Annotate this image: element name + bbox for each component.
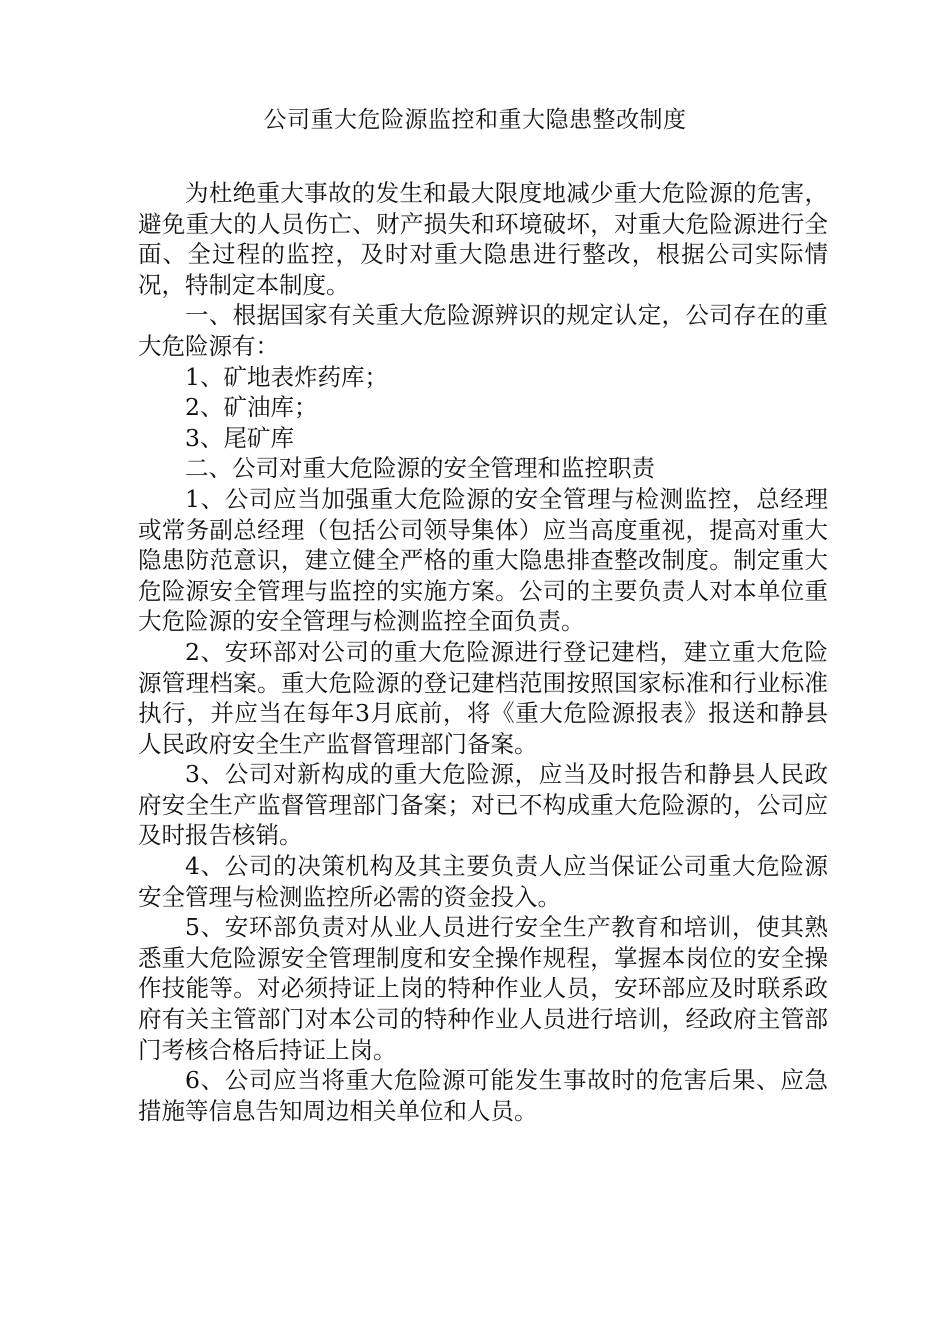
list-item-hazard-1: 1、矿地表炸药库； — [185, 362, 388, 391]
paragraph-duty-3: 3、公司对新构成的重大危险源，应当及时报告和静县人民政府安全生产监督管理部门备案；对已不构成重大危险源的，公司应及时报告核销。 — [138, 760, 828, 850]
paragraph-duty-2: 2、安环部对公司的重大危险源进行登记建档，建立重大危险源管理档案。重大危险源的登记建档范围按照国家标准和行业标准执行，并应当在每年3月底前，将《重大危险源报表》报送和静县人民政府安全生产监督管理部门备案。 — [138, 637, 828, 758]
paragraph-duty-1: 1、公司应当加强重大危险源的安全管理与检测监控，总经理或常务副总经理（包括公司领导集体）应当高度重视，提高对重大隐患防范意识，建立健全严格的重大隐患排查整改制度。制定重大危险源安全管理与监控的实施方案。公司的主要负责人对本单位重大危险源的安全管理与检测监控全面负责。 — [138, 484, 828, 636]
paragraph-section-2-heading: 二、公司对重大危险源的安全管理和监控职责 — [185, 454, 655, 483]
paragraph-duty-5: 5、安环部负责对从业人员进行安全生产教育和培训，使其熟悉重大危险源安全管理制度和安全操作规程，掌握本岗位的安全操作技能等。对必须持证上岗的特种作业人员，安环部应及时联系政府有关主管部门对本公司的特种作业人员进行培训，经政府主管部门考核合格后持证上岗。 — [138, 913, 828, 1064]
paragraph-section-1-heading: 一、根据国家有关重大危险源辨识的规定认定，公司存在的重大危险源有： — [138, 301, 828, 360]
document-title: 公司重大危险源监控和重大隐患整改制度 — [263, 107, 687, 133]
paragraph-intro: 为杜绝重大事故的发生和最大限度地减少重大危险源的危害，避免重大的人员伤亡、财产损失和环境破坏，对重大危险源进行全面、全过程的监控，及时对重大隐患进行整改，根据公司实际情况，特制定本制度。 — [138, 179, 828, 299]
paragraph-duty-4: 4、公司的决策机构及其主要负责人应当保证公司重大危险源安全管理与检测监控所必需的资金投入。 — [138, 852, 828, 911]
list-item-hazard-2: 2、矿油库； — [185, 393, 318, 422]
paragraph-duty-6: 6、公司应当将重大危险源可能发生事故时的危害后果、应急措施等信息告知周边相关单位和人员。 — [138, 1066, 828, 1125]
document-body — [138, 178, 828, 1126]
list-item-hazard-3: 3、尾矿库 — [185, 423, 294, 452]
